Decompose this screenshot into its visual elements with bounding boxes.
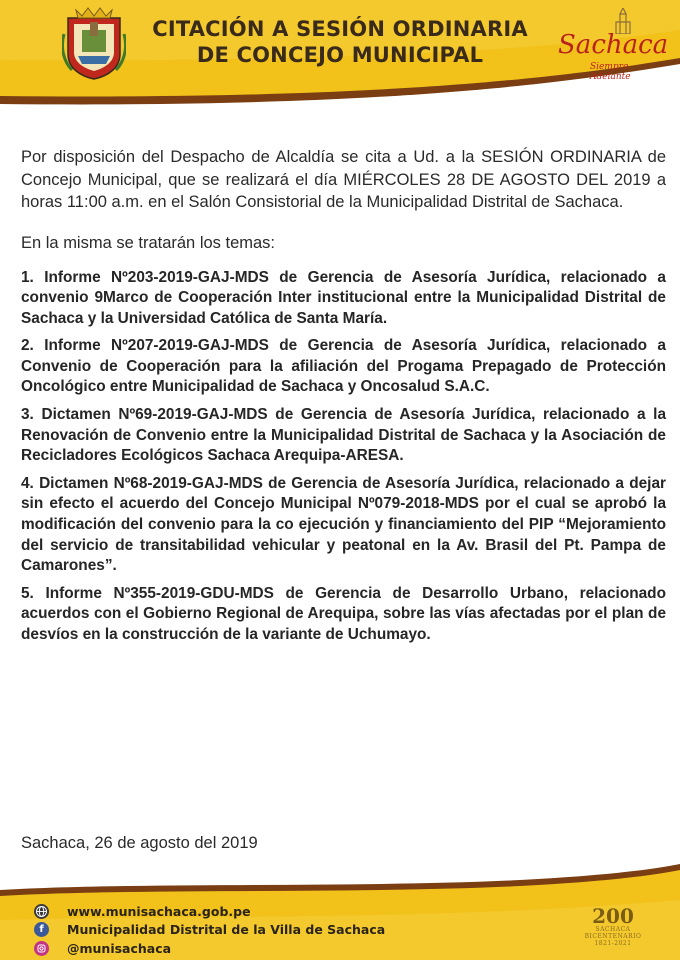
sachaca-brand-logo (550, 8, 669, 82)
website-link[interactable]: www.munisachaca.gob.pe (67, 903, 251, 919)
topic-item-2: 2. Informe Nº207-2019-GAJ-MDS de Gerencia de Asesoría Jurídica, relacionado a Convenio de Cooperación para la afiliación del Progama Prepagado de Protección Oncológico entre Municipalidad de Sachaca y Oncosalud S.A.C. (21, 337, 666, 396)
place-date-signature: Sachaca, 26 de agosto del 2019 (21, 834, 258, 852)
bicentennial-logo (578, 906, 648, 947)
title-line-2: DE CONCEJO MUNICIPAL (196, 43, 484, 67)
topics-list (21, 268, 666, 646)
brand-name: Sachaca (558, 30, 669, 60)
bicentennial-town: SACHACA (595, 926, 631, 933)
title-line-1: CITACIÓN A SESIÓN ORDINARIA (152, 17, 528, 41)
topics-heading: En la misma se tratarán los temas: (21, 233, 276, 252)
instagram-link[interactable]: @munisachaca (67, 940, 172, 956)
contact-list (34, 902, 385, 958)
website-row[interactable] (34, 902, 385, 921)
municipal-crest-logo (62, 4, 126, 80)
facebook-row[interactable] (34, 921, 385, 940)
bicentennial-label: BICENTENARIO (584, 933, 642, 940)
instagram-row[interactable] (34, 939, 385, 958)
citation-body (21, 146, 666, 653)
facebook-icon: f (34, 922, 49, 937)
intro-paragraph: Por disposición del Despacho de Alcaldía se cita a Ud. a la SESIÓN ORDINARIA de Concejo Municipal, que se realizará el día MIÉRCOLES 28 DE AGOSTO DEL 2019 a horas 11:00 a.m. en el Salón Consistorial de la Municipalidad Distrital de Sachaca. (21, 148, 666, 211)
instagram-icon (34, 941, 49, 956)
brand-slogan: Siempre Adelante (590, 62, 631, 82)
topic-item-5: 5. Informe Nº355-2019-GDU-MDS de Gerencia de Desarrollo Urbano, relacionado acuerdos con el Gobierno Regional de Arequipa, sobre las vías afectadas por el plan de desvíos en la construcción de la variante de Uchumayo. (21, 584, 666, 643)
bicentennial-years: 1821-2021 (594, 940, 632, 947)
page-title (140, 16, 540, 68)
bicentennial-number: 200 (592, 904, 634, 928)
topic-item-3: 3. Dictamen Nº69-2019-GAJ-MDS de Gerencia de Asesoría Jurídica, relacionado a la Renovación de Convenio entre la Municipalidad Distrital de Sachaca y la Asociación de Recicladores Ecológicos Sachaca Arequipa-ARESA. (21, 406, 666, 465)
topic-item-4: 4. Dictamen Nº68-2019-GAJ-MDS de Gerencia de Asesoría Jurídica, relacionado a dejar sin efecto el acuerdo del Concejo Municipal Nº079-2018-MDS por el cual se aprobó la modificación del convenio para la co ejecución y financiamiento del PIP “Mejoramiento del servicio de transitabilidad vehicular y peatonal en la Av. Brasil del Pt. Pampa de Camarones”. (21, 474, 666, 575)
facebook-link[interactable]: Municipalidad Distrital de la Villa de Sachaca (67, 922, 386, 938)
topic-item-1: 1. Informe Nº203-2019-GAJ-MDS de Gerencia de Asesoría Jurídica, relacionado a convenio 9Marco de Cooperación Inter institucional entre la Municipalidad Distrital de Sachaca y la Universidad Católica de Santa María. (21, 268, 666, 327)
globe-icon (34, 904, 49, 919)
header-banner (0, 0, 680, 110)
